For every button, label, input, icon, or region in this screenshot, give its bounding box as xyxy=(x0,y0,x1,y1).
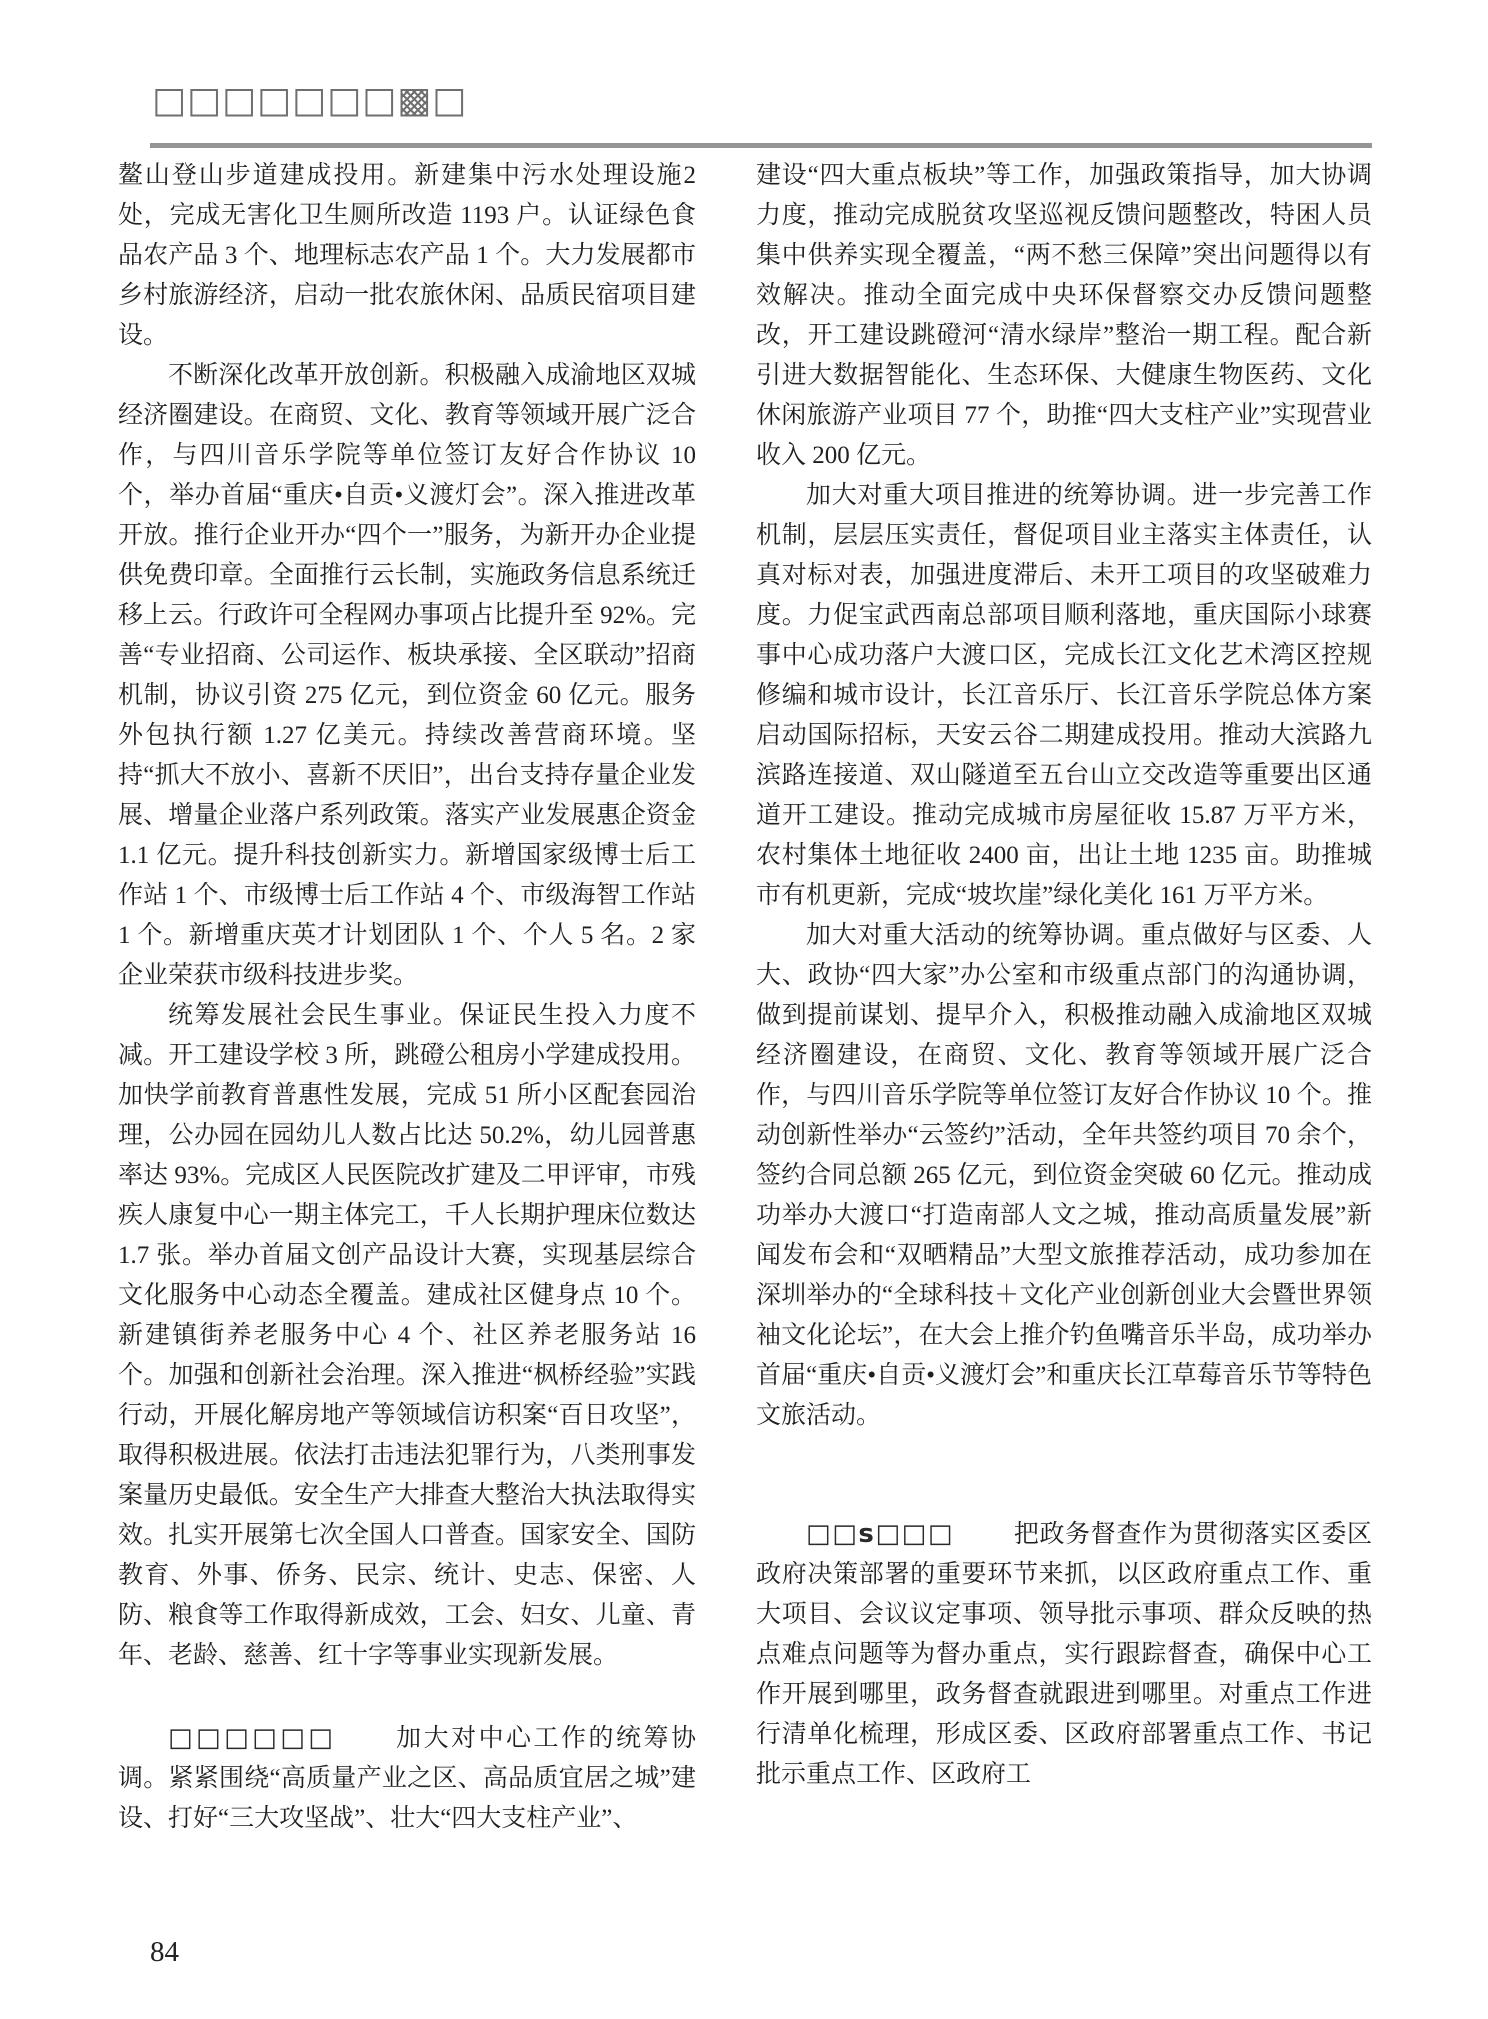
body-paragraph: 建设“四大重点板块”等工作，加强政策指导，加大协调力度，推动完成脱贫攻坚巡视反馈问题整改，特困人员集中供养实现全覆盖，“两不愁三保障”突出问题得以有效解决。推动全面完成中央环保督察交办反馈问题整改，开工建设跳磴河“清水绿岸”整治一期工程。配合新引进大数据智能化、生态环保、大健康生物医药、文化休闲旅游产业项目 77 个，助推“四大支柱产业”实现营业收入 200 亿元。 xyxy=(756,162,1372,469)
left-column xyxy=(118,156,696,1839)
body-paragraph: 统筹发展社会民生事业。保证民生投入力度不减。开工建设学校 3 所，跳磴公租房小学建成投用。加快学前教育普惠性发展，完成 51 所小区配套园治理，公办园在园幼儿人数占比达 50.2%，幼儿园普惠率达 93%。完成区人民医院改扩建及二甲评审，市残疾人康复中心一期主体完工，千人长期护理床位数达 1.7 张。举办首届文创产品设计大赛，实现基层综合文化服务中心动态全覆盖。建成社区健身点 10 个。新建镇街养老服务中心 4 个、社区养老服务站 16 个。加强和创新社会治理。深入推进“枫桥经验”实践行动，开展化解房地产等领域信访积案“百日攻坚”，取得积极进展。依法打击违法犯罪行为，八类刑事发案量历史最低。安全生产大排查大整治大执法取得实效。扎实开展第七次全国人口普查。国家安全、国防教育、外事、侨务、民宗、统计、史志、保密、人防、粮食等工作取得新成效，工会、妇女、儿童、青年、老龄、慈善、红十字等事业实现新发展。 xyxy=(118,1002,696,1669)
right-column xyxy=(756,156,1372,1839)
body-paragraph: 鳌山登山步道建成投用。新建集中污水处理设施2处，完成无害化卫生厕所改造 1193 户。认证绿色食品农产品 3 个、地理标志农产品 1 个。大力发展都市乡村旅游经济，启动一批农旅休闲、品质民宿项目建设。 xyxy=(118,162,696,349)
body-paragraph: 不断深化改革开放创新。积极融入成渝地区双城经济圈建设。在商贸、文化、教育等领域开展广泛合作，与四川音乐学院等单位签订友好合作协议 10 个，举办首届“重庆•自贡•义渡灯会”。深入推进改革开放。推行企业开办“四个一”服务，为新开办企业提供免费印章。全面推行云长制，实施政务信息系统迁移上云。行政许可全程网办事项占比提升至 92%。完善“专业招商、公司运作、板块承接、全区联动”招商机制，协议引资 275 亿元，到位资金 60 亿元。服务外包执行额 1.27 亿美元。持续改善营商环境。坚持“抓大不放小、喜新不厌旧”，出台支持存量企业发展、增量企业落户系列政策。落实产业发展惠企资金 1.1 亿元。提升科技创新实力。新增国家级博士后工作站 1 个、市级博士后工作站 4 个、市级海智工作站 1 个。新增重庆英才计划团队 1 个、个人 5 名。2 家企业荣获市级科技进步奖。 xyxy=(118,362,696,989)
page-header-title: □□□□□□□▩□ xyxy=(152,80,468,121)
section-heading: □□s□□□ xyxy=(806,1519,955,1549)
body-paragraph: 加大对重大项目推进的统筹协调。进一步完善工作机制，层层压实责任，督促项目业主落实主体责任，认真对标对表，加强进度滞后、未开工项目的攻坚破难力度。力促宝武西南总部项目顺利落地，重庆国际小球赛事中心成功落户大渡口区，完成长江文化艺术湾区控规修编和城市设计，长江音乐厅、长江音乐学院总体方案启动国际招标，天安云谷二期建成投用。推动大滨路九滨路连接道、双山隧道至五台山立交改造等重要出区通道开工建设。推动完成城市房屋征收 15.87 万平方米，农村集体土地征收 2400 亩，出让土地 1235 亩。助推城市有机更新，完成“坡坎崖”绿化美化 161 万平方米。 xyxy=(756,482,1372,909)
section-heading: □□□□□□ xyxy=(168,1723,337,1753)
body-paragraph: 加大对重大活动的统筹协调。重点做好与区委、人大、政协“四大家”办公室和市级重点部门的沟通协调，做到提前谋划、提早介入，积极推动融入成渝地区双城经济圈建设，在商贸、文化、教育等领域开展广泛合作，与四川音乐学院等单位签订友好合作协议 10 个。推动创新性举办“云签约”活动，全年共签约项目 70 余个，签约合同总额 265 亿元，到位资金突破 60 亿元。推动成功举办大渡口“打造南部人文之城，推动高质量发展”新闻发布会和“双晒精品”大型文旅推荐活动，成功参加在深圳举办的“全球科技＋文化产业创新创业大会暨世界领袖文化论坛”，在大会上推介钓鱼嘴音乐半岛，成功举办首届“重庆•自贡•义渡灯会”和重庆长江草莓音乐节等特色文旅活动。 xyxy=(756,922,1372,1429)
section-paragraph xyxy=(118,1718,696,1839)
page-number: 84 xyxy=(150,1936,179,1968)
section-paragraph xyxy=(756,1514,1372,1795)
section-text: 把政务督查作为贯彻落实区委区政府决策部署的重要环节来抓，以区政府重点工作、重大项目、会议议定事项、领导批示事项、群众反映的热点难点问题等为督办重点，实行跟踪督查，确保中心工作开展到哪里，政务督查就跟进到哪里。对重点工作进行清单化梳理，形成区委、区政府部署重点工作、书记批示重点工作、区政府工 xyxy=(756,1521,1372,1788)
header-rule xyxy=(150,143,1372,148)
section-text: 加大对中心工作的统筹协调。紧紧围绕“高质量产业之区、高品质宜居之城”建设、打好“三大攻坚战”、壮大“四大支柱产业”、 xyxy=(118,1725,696,1832)
text-columns xyxy=(118,156,1372,1839)
